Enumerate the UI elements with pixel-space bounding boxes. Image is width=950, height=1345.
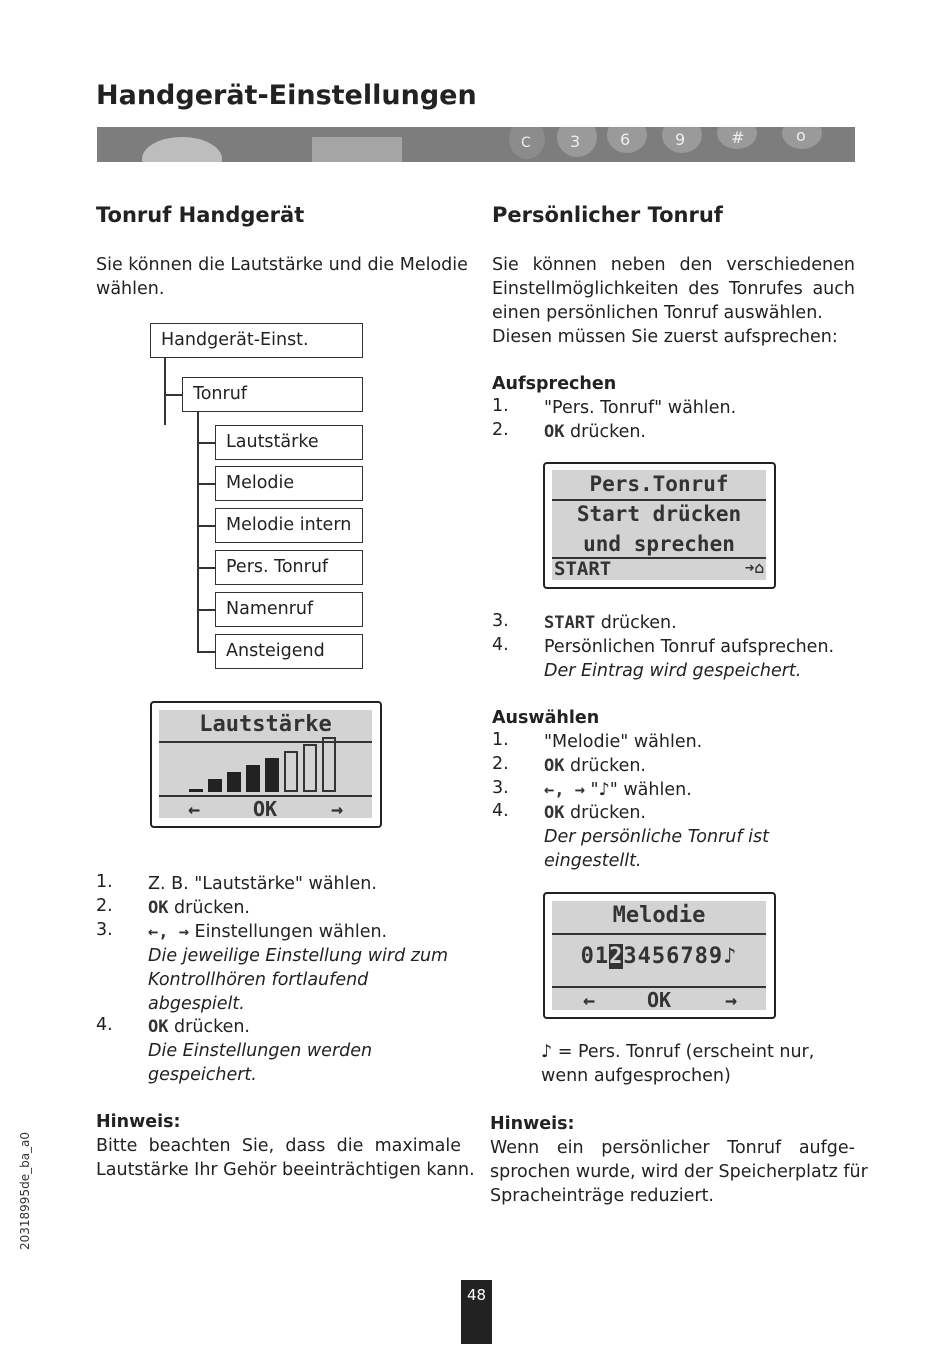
softkey-ok: OK — [252, 797, 278, 821]
right-heading: Persönlicher Tonruf — [492, 203, 723, 227]
tree-item: Melodie — [215, 466, 363, 501]
step-text: "Pers. Tonruf" wählen. — [544, 398, 737, 418]
svg-text:9: 9 — [675, 130, 686, 149]
step-number: 2. — [96, 896, 113, 916]
softkey-right: → — [330, 797, 344, 821]
softkey-start: START — [554, 558, 612, 580]
volume-bar — [303, 744, 317, 792]
legend-line: ♪ = Pers. Tonruf (erscheint nur, — [541, 1042, 815, 1062]
display-screen — [552, 470, 766, 580]
svg-text:3: 3 — [570, 132, 581, 151]
step-note: gespeichert. — [148, 1065, 257, 1085]
right-intro-line: einen persönlichen Tonruf auswählen. — [492, 303, 823, 323]
step-text: ←, → Einstellungen wählen. — [148, 922, 388, 942]
left-note-line: Bitte beachten Sie, dass die maximale — [96, 1136, 461, 1156]
volume-bar — [189, 789, 203, 792]
key-label: OK — [544, 803, 565, 823]
step-text: START drücken. — [544, 613, 677, 633]
melody-digits: 0123456789♪ — [580, 944, 738, 969]
left-heading: Tonruf Handgerät — [96, 203, 305, 227]
melody-display — [543, 892, 776, 1019]
display-line-2: Start drücken — [576, 502, 742, 526]
tree-connector — [197, 525, 215, 527]
step-note: Der Eintrag wird gespeichert. — [544, 661, 802, 681]
tree-root: Handgerät-Einst. — [150, 323, 363, 358]
volume-bar — [227, 772, 241, 792]
display-screen — [159, 710, 372, 821]
step-text: OK drücken. — [148, 898, 250, 918]
volume-display — [150, 701, 382, 828]
display-title: Lautstärke — [199, 712, 332, 737]
softkey-ok: OK — [646, 988, 672, 1012]
page-title: Handgerät-Einstellungen — [96, 80, 477, 111]
tree-connector — [197, 483, 215, 485]
tree-item: Melodie intern — [215, 508, 363, 543]
display-separator — [552, 499, 766, 501]
svg-text:C: C — [521, 135, 531, 151]
softkey-left: ← — [582, 988, 596, 1012]
record-heading: Aufsprechen — [492, 374, 617, 394]
step-note: Der persönliche Tonruf ist — [544, 827, 769, 847]
step-number: 4. — [96, 1015, 113, 1035]
step-number: 4. — [492, 801, 509, 821]
volume-bar — [284, 751, 298, 792]
key-label: OK — [148, 1017, 169, 1037]
tree-item: Pers. Tonruf — [215, 550, 363, 585]
header-banner-image — [97, 127, 855, 162]
display-separator — [159, 741, 372, 743]
step-text: OK drücken. — [544, 756, 646, 776]
tree-connector — [164, 358, 166, 425]
step-number: 3. — [492, 778, 509, 798]
step-note: Die Einstellungen werden — [148, 1041, 373, 1061]
svg-text:o: o — [796, 127, 806, 145]
step-number: 2. — [492, 754, 509, 774]
tree-child: Tonruf — [182, 377, 363, 412]
right-note-line: sprochen wurde, wird der Speicherplatz für — [490, 1162, 868, 1182]
softkey-right: → — [724, 988, 738, 1012]
step-note: abgespielt. — [148, 994, 245, 1014]
tree-connector — [197, 567, 215, 569]
step-note: Kontrollhören fortlaufend — [148, 970, 369, 990]
svg-text:6: 6 — [620, 130, 631, 149]
page-number: 48 — [461, 1280, 492, 1344]
tree-connector — [197, 442, 215, 444]
select-heading: Auswählen — [492, 708, 600, 728]
right-intro-line: Sie können neben den verschiedenen — [492, 255, 855, 275]
step-text: OK drücken. — [544, 422, 646, 442]
step-text: OK drücken. — [148, 1017, 250, 1037]
step-number: 1. — [492, 396, 509, 416]
volume-bar — [265, 758, 279, 792]
right-note-line: Wenn ein persönlicher Tonruf aufge- — [490, 1138, 855, 1158]
left-note-line: Lautstärke Ihr Gehör beeinträchtigen kann. — [96, 1160, 475, 1180]
tree-item: Lautstärke — [215, 425, 363, 460]
tree-connector — [197, 412, 199, 652]
volume-bar — [246, 765, 260, 792]
step-text: OK drücken. — [544, 803, 646, 823]
svg-text:#: # — [731, 128, 745, 147]
softkey-phonebook: ➜⌂ — [744, 558, 764, 577]
left-intro-line-2: wählen. — [96, 279, 165, 299]
step-number: 1. — [492, 730, 509, 750]
display-title: Melodie — [612, 903, 706, 928]
left-intro-line-1: Sie können die Lautstärke und die Melodie — [96, 255, 468, 275]
right-note-line: Spracheinträge reduziert. — [490, 1186, 714, 1206]
document-code: 20318995de_ba_a0 — [18, 1131, 32, 1250]
key-label: OK — [544, 422, 565, 442]
step-text: Persönlichen Tonruf aufsprechen. — [544, 637, 835, 657]
legend-line: wenn aufgesprochen) — [541, 1066, 731, 1086]
step-text: ←, → "♪" wählen. — [544, 780, 692, 800]
step-note: Die jeweilige Einstellung wird zum — [148, 946, 449, 966]
step-number: 4. — [492, 635, 509, 655]
left-note-heading: Hinweis: — [96, 1112, 181, 1132]
tree-connector — [197, 609, 215, 611]
softkey-left: ← — [187, 797, 201, 821]
display-line-1: Pers.Tonruf — [589, 472, 729, 496]
key-label: ←, → — [544, 780, 585, 800]
tree-connector — [197, 651, 215, 653]
volume-bar — [322, 737, 336, 792]
step-text: "Melodie" wählen. — [544, 732, 703, 752]
step-number: 3. — [492, 611, 509, 631]
selected-digit: 2 — [609, 944, 624, 969]
tree-connector — [164, 394, 182, 396]
step-note: eingestellt. — [544, 851, 642, 871]
volume-bar — [208, 779, 222, 792]
display-screen — [552, 901, 766, 1010]
step-number: 3. — [96, 920, 113, 940]
right-intro-line: Diesen müssen Sie zuerst aufsprechen: — [492, 327, 838, 347]
key-label: ←, → — [148, 922, 189, 942]
key-label: OK — [148, 898, 169, 918]
right-intro-line: Einstellmöglichkeiten des Tonrufes auch — [492, 279, 855, 299]
display-separator — [552, 933, 766, 935]
tree-item: Ansteigend — [215, 634, 363, 669]
right-note-heading: Hinweis: — [490, 1114, 575, 1134]
step-number: 1. — [96, 872, 113, 892]
record-display — [543, 462, 776, 589]
tree-item: Namenruf — [215, 592, 363, 627]
key-label: OK — [544, 756, 565, 776]
step-text: Z. B. "Lautstärke" wählen. — [148, 874, 377, 894]
key-label: START — [544, 613, 596, 633]
display-line-3: und sprechen — [583, 532, 735, 556]
step-number: 2. — [492, 420, 509, 440]
